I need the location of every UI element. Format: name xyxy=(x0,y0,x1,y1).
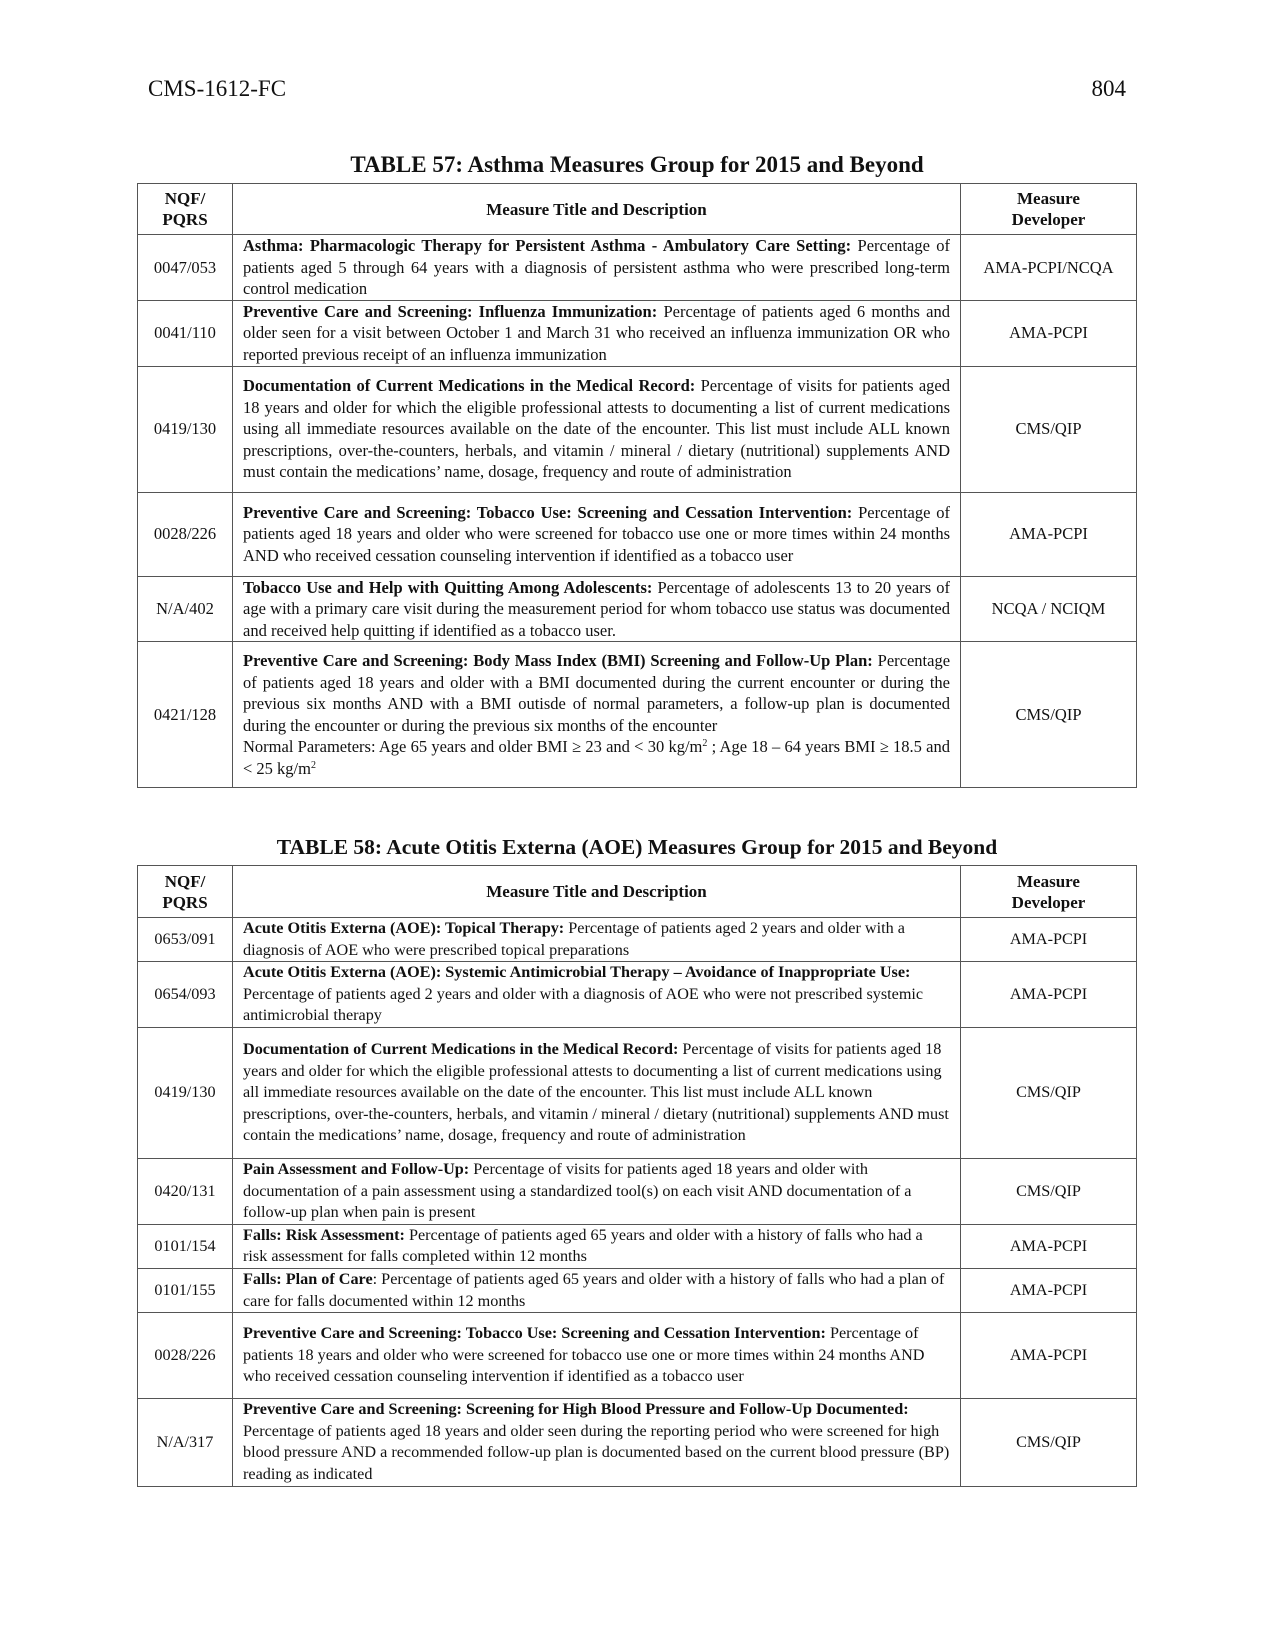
measure-developer: AMA-PCPI xyxy=(961,300,1137,366)
column-header-developer-text: Measure Developer xyxy=(1011,871,1086,912)
measure-text: Percentage of patients aged 18 years and older seen during the reporting period who were screened for high blood pressure AND a recommended follow-up plan is documented based on the current blood pressure (BP) reading as indicated xyxy=(243,1421,950,1483)
measure-developer: CMS/QIP xyxy=(961,1158,1137,1224)
normal-parameters-note: Normal Parameters: Age 65 years and older BMI ≥ 23 and < 30 kg/m xyxy=(243,737,703,757)
measure-developer: CMS/QIP xyxy=(961,1027,1137,1158)
measure-title: Falls: Plan of Care xyxy=(243,1269,373,1288)
document-id: CMS-1612-FC xyxy=(148,76,287,101)
column-header-title: Measure Title and Description xyxy=(233,866,961,918)
measure-description xyxy=(233,962,961,1028)
column-header-developer xyxy=(961,866,1137,918)
measure-text: Percentage of adolescents 13 to 20 years of age with a primary care visit during the measurement period for whom tobacco use status was documented and received help quitting if identified as a tobacco user. xyxy=(243,577,950,640)
table-header-row xyxy=(138,184,1137,235)
table-57-title: TABLE 57: Asthma Measures Group for 2015 and Beyond xyxy=(350,152,924,177)
measure-text: Percentage of patients 18 years and older who were screened for tobacco use one or more times within 24 months AND who received cessation counseling intervention if identified as a tobacco user xyxy=(243,1324,925,1386)
measure-text: : Percentage of patients aged 65 years and older with a history of falls who had a plan of care for falls documented within 12 months xyxy=(243,1269,945,1310)
measure-description xyxy=(233,1399,961,1486)
measure-code: 0028/226 xyxy=(138,492,233,576)
measure-developer: AMA-PCPI xyxy=(961,492,1137,576)
page-number: 804 xyxy=(1091,76,1126,101)
measure-title: Preventive Care and Screening: Tobacco Use: Screening and Cessation Intervention: xyxy=(243,1324,826,1343)
measure-code: 0654/093 xyxy=(138,962,233,1028)
measure-code: N/A/402 xyxy=(138,576,233,642)
measure-code: 0028/226 xyxy=(138,1313,233,1399)
measure-text: Percentage of patients aged 65 years and older with a history of falls who had a risk assessment for falls completed within 12 months xyxy=(243,1225,923,1266)
measure-description xyxy=(233,235,961,301)
measure-description xyxy=(233,918,961,962)
table-row xyxy=(138,1399,1137,1486)
column-header-developer xyxy=(961,184,1137,235)
measure-title: Acute Otitis Externa (AOE): Systemic Antimicrobial Therapy – Avoidance of Inappropriate Use: xyxy=(243,963,911,982)
measure-code: 0101/154 xyxy=(138,1224,233,1268)
measure-code: 0419/130 xyxy=(138,366,233,492)
measure-code: 0041/110 xyxy=(138,300,233,366)
measure-text: Percentage of patients aged 18 years and older who were screened for tobacco use one or more times within 24 months AND who received cessation counseling intervention if identified as a tobacco user xyxy=(243,502,951,565)
measure-text: Percentage of patients aged 2 years and older with a diagnosis of AOE who were not prescribed systemic antimicrobial therapy xyxy=(243,984,924,1025)
measure-description xyxy=(233,576,961,642)
measure-developer: CMS/QIP xyxy=(961,1399,1137,1486)
measure-code: 0420/131 xyxy=(138,1158,233,1224)
measure-title: Preventive Care and Screening: Screening for High Blood Pressure and Follow-Up Documented: xyxy=(243,1400,909,1419)
measure-text: Percentage of patients aged 5 through 64 years with a diagnosis of persistent asthma who were prescribed long-term control medication xyxy=(243,236,951,299)
measure-developer: NCQA / NCIQM xyxy=(961,576,1137,642)
column-header-title: Measure Title and Description xyxy=(233,184,961,235)
table-row xyxy=(138,1313,1137,1399)
measure-developer: AMA-PCPI/NCQA xyxy=(961,235,1137,301)
measure-title: Preventive Care and Screening: Tobacco Use: Screening and Cessation Intervention: xyxy=(243,502,853,522)
measure-description xyxy=(233,1027,961,1158)
measure-code: N/A/317 xyxy=(138,1399,233,1486)
measure-title: Acute Otitis Externa (AOE): Topical Therapy: xyxy=(243,919,565,937)
superscript-2: 2 xyxy=(310,760,316,772)
measure-description xyxy=(233,366,961,492)
table-row xyxy=(138,576,1137,642)
measure-developer: CMS/QIP xyxy=(961,642,1137,788)
measure-description xyxy=(233,492,961,576)
measure-code: 0421/128 xyxy=(138,642,233,788)
table-row xyxy=(138,1224,1137,1268)
measure-developer: AMA-PCPI xyxy=(961,1313,1137,1399)
measure-text: Percentage of patients aged 6 months and older seen for a visit between October 1 and March 31 who received an influenza immunization OR who reported previous receipt of an influenza immunization xyxy=(243,301,950,364)
superscript-2: 2 xyxy=(702,738,708,750)
measure-text: Percentage of patients aged 2 years and older with a diagnosis of AOE who were prescribed topical preparations xyxy=(243,919,905,959)
measure-title: Preventive Care and Screening: Influenza Immunization: xyxy=(243,301,658,321)
measure-developer: CMS/QIP xyxy=(961,366,1137,492)
measure-text: Percentage of patients aged 18 years and older with a BMI documented during the current encounter or during the previous six months AND with a BMI outisde of normal parameters, a follow-up plan is documented during the encounter or during the previous six months of the encounter xyxy=(243,651,951,735)
measure-code: 0047/053 xyxy=(138,235,233,301)
table-row xyxy=(138,492,1137,576)
table-row xyxy=(138,1027,1137,1158)
table-row xyxy=(138,366,1137,492)
measure-title: Tobacco Use and Help with Quitting Among Adolescents: xyxy=(243,577,653,597)
column-header-developer-text: Measure Developer xyxy=(1011,189,1086,229)
measure-code: 0419/130 xyxy=(138,1027,233,1158)
measure-description xyxy=(233,1224,961,1268)
measure-code: 0653/091 xyxy=(138,918,233,962)
measure-title: Pain Assessment and Follow-Up: xyxy=(243,1159,470,1178)
table-row xyxy=(138,918,1137,962)
table-row xyxy=(138,962,1137,1028)
measure-description xyxy=(233,1313,961,1399)
measure-developer: AMA-PCPI xyxy=(961,962,1137,1028)
measure-description xyxy=(233,1268,961,1312)
table-row xyxy=(138,1158,1137,1224)
measure-developer: AMA-PCPI xyxy=(961,1224,1137,1268)
table-row xyxy=(138,1268,1137,1312)
column-header-code-text: NQF/ PQRS xyxy=(162,871,208,912)
measure-title: Documentation of Current Medications in the Medical Record: xyxy=(243,376,696,396)
measure-text: Percentage of visits for patients aged 18 years and older for which the eligible professional attests to documenting a list of current medications using all immediate resources available on the date of the encounter. This list must include ALL known prescriptions, over-the-counters, herbals, and vitamin / mineral / dietary (nutritional) supplements AND must contain the medications’ name, dosage, frequency and route of administration xyxy=(243,376,951,482)
normal-parameters-note-cont: ; Age 18 – 64 years BMI ≥ 18.5 and < 25 kg/m xyxy=(243,737,950,779)
column-header-code xyxy=(138,866,233,918)
column-header-code xyxy=(138,184,233,235)
measure-title: Asthma: Pharmacologic Therapy for Persistent Asthma - Ambulatory Care Setting: xyxy=(243,236,852,255)
table-58-title: TABLE 58: Acute Otitis Externa (AOE) Measures Group for 2015 and Beyond xyxy=(276,835,998,859)
asthma-measures-table xyxy=(137,183,1137,788)
measure-description xyxy=(233,642,961,788)
table-row xyxy=(138,642,1137,788)
aoe-measures-table xyxy=(137,865,1137,1487)
measure-code: 0101/155 xyxy=(138,1268,233,1312)
page-header xyxy=(148,76,1126,102)
measure-developer: AMA-PCPI xyxy=(961,918,1137,962)
measure-text: Percentage of visits for patients aged 18 years and older for which the eligible professional attests to documenting a list of current medications using all immediate resources available on the date of the encounter. This list must include ALL known prescriptions, over-the-counters, herbals, and vitamin / mineral / dietary (nutritional) supplements AND must contain the medications’ name, dosage, frequency and route of administration xyxy=(243,1039,949,1145)
table-header-row xyxy=(138,866,1137,918)
measure-title: Documentation of Current Medications in the Medical Record: xyxy=(243,1039,679,1058)
measure-title: Falls: Risk Assessment: xyxy=(243,1225,405,1244)
column-header-code-text: NQF/ PQRS xyxy=(162,189,208,229)
measure-description xyxy=(233,300,961,366)
table-row xyxy=(138,300,1137,366)
measure-developer: AMA-PCPI xyxy=(961,1268,1137,1312)
measure-text: Percentage of visits for patients aged 18 years and older with documentation of a pain assessment using a standardized tool(s) on each visit AND documentation of a follow-up plan when pain is present xyxy=(243,1159,912,1222)
table-row xyxy=(138,235,1137,301)
measure-title: Preventive Care and Screening: Body Mass Index (BMI) Screening and Follow-Up Plan: xyxy=(243,651,873,671)
measure-description xyxy=(233,1158,961,1224)
